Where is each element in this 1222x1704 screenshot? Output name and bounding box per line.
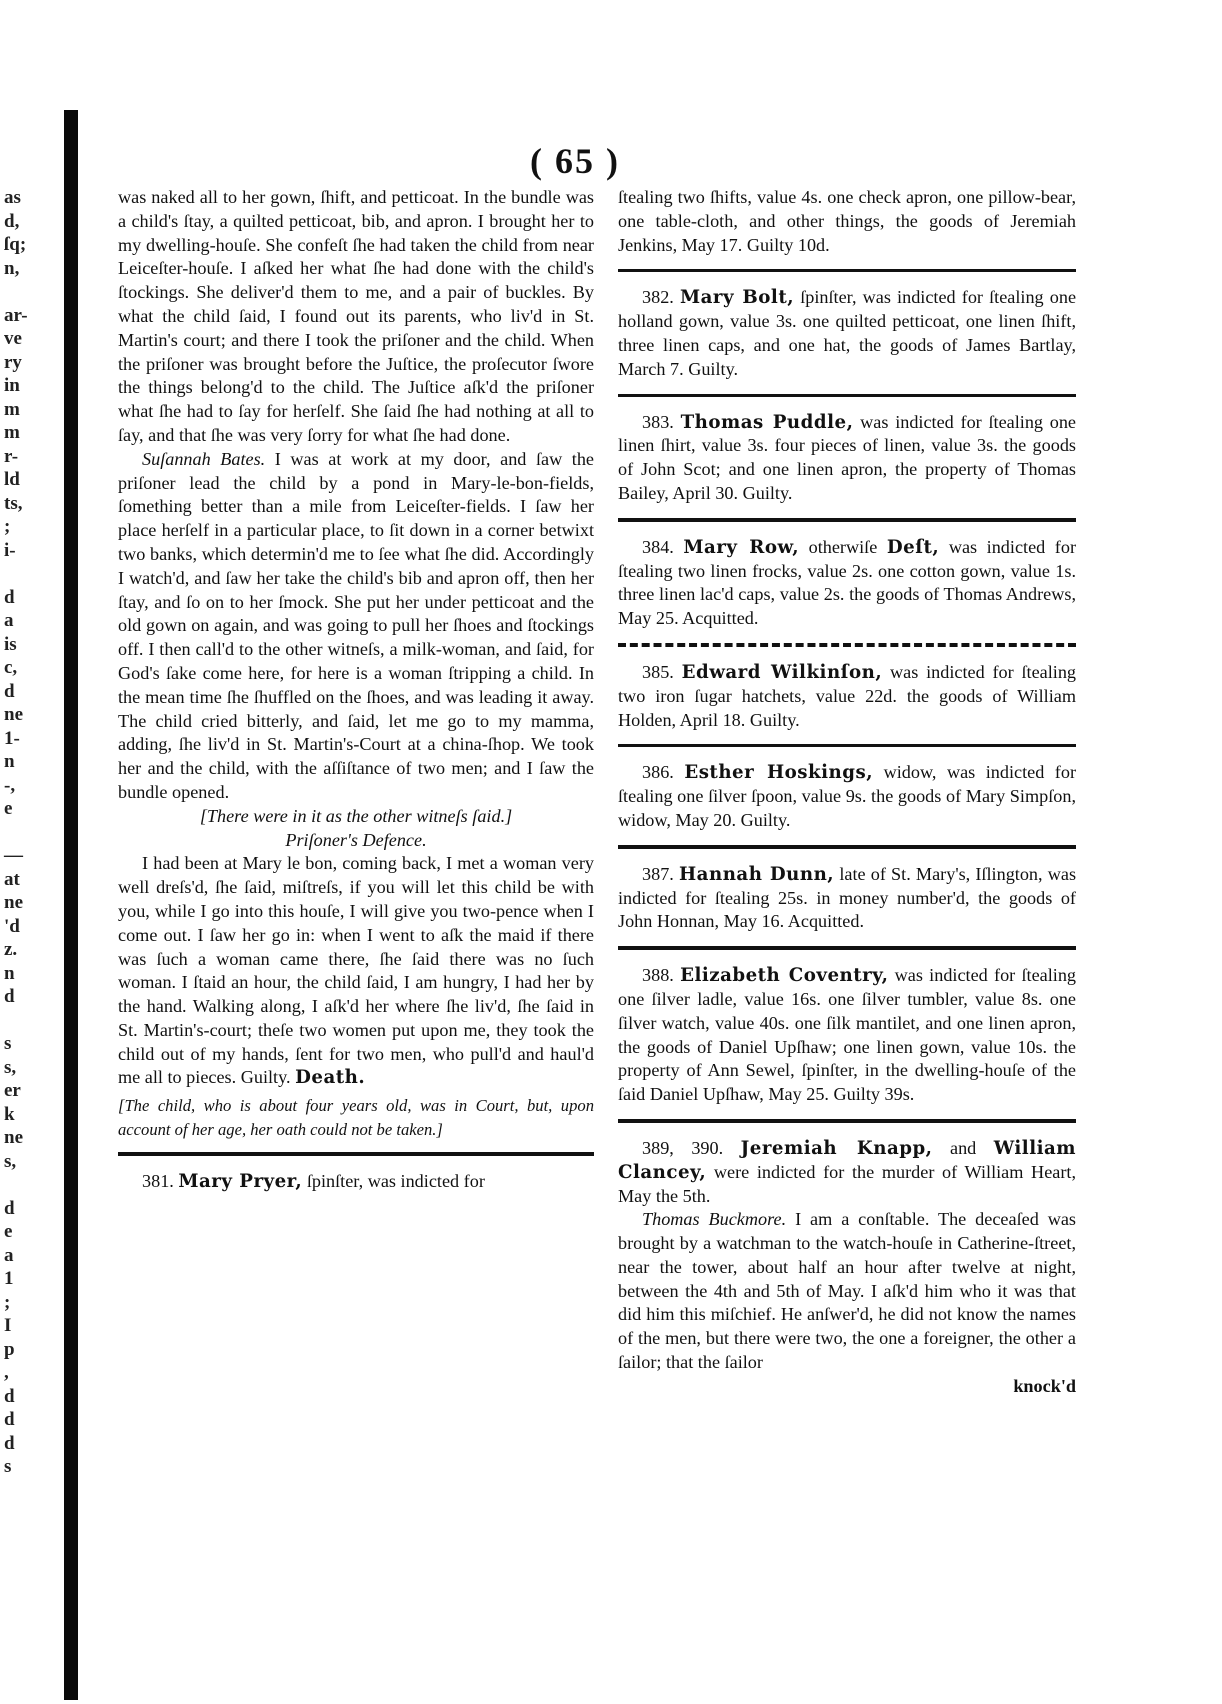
testimony-text: I am a conſtable. The deceaſed was brought by a watchman to the watch-houſe in Catherine-ſtreet, near the tower, about half an hour after twelve at night, between the 4th and 5th of May. I aſk'd him who it was that did him this miſchief. He anſwer'd, he did not know the names of the men, but there were two, the one a foreigner, the other a ſailor; that the ſailor (618, 1209, 1076, 1373)
entry-382 (618, 286, 1076, 381)
defendant-name: Mary Pryer, (178, 1170, 303, 1192)
divider (618, 394, 1076, 397)
gutter-fragment: d (4, 1385, 15, 1407)
witness-name: Suſannah Bates. (142, 448, 266, 469)
gutter-fragment: s, (4, 1056, 17, 1078)
gutter-fragment: 'd (4, 915, 20, 937)
defendant-name: Hannah Dunn, (679, 863, 835, 885)
gutter-fragment: s, (4, 1150, 17, 1172)
entry-387 (618, 863, 1076, 934)
gutter-fragment: d (4, 586, 15, 608)
gutter-fragment: n (4, 962, 15, 984)
gutter-fragment (4, 821, 52, 845)
facing-page-gutter-fragments (4, 186, 52, 1479)
right-column (618, 186, 1076, 1399)
page-number: ( 65 ) (530, 141, 620, 181)
entry-text: ſpinſter, was indicted for ſtealing one holland gown, value 3s. one quilted petticoat, one linen ſhift, three linen caps, and one hat, the goods of James Bartlay, March 7. Guilty. (618, 287, 1077, 379)
defendant-name: Jeremiah Knapp, (740, 1137, 933, 1159)
entry-384 (618, 536, 1076, 631)
divider (618, 518, 1076, 522)
gutter-fragment: d (4, 1197, 15, 1219)
entry-number: 389, 390. (642, 1137, 724, 1158)
entry-text: was indicted for ſtealing two iron ſugar hatchets, value 22d. the goods of William Holden, April 18. Guilty. (618, 661, 1077, 730)
gutter-fragment: a (4, 1244, 14, 1266)
gutter-fragment: I (4, 1315, 12, 1336)
divider (618, 1119, 1076, 1123)
entry-number: 387. (642, 863, 674, 884)
entry-text: widow, was indicted for ſtealing one ſilver ſpoon, value 9s. the goods of Mary Simpſon, widow, May 20. Guilty. (618, 762, 1077, 830)
gutter-fragment (4, 562, 52, 586)
entry-text: were indicted for the murder of William Heart, May the 5th. (618, 1161, 1076, 1206)
gutter-fragment: ne (4, 704, 23, 725)
gutter-fragment: a (4, 610, 14, 631)
divider (618, 643, 1076, 647)
verdict: Death. (295, 1067, 366, 1089)
gutter-fragment: ſq; (4, 234, 27, 255)
entry-text: was indicted for ſtealing two linen frocks, value 2s. one cotton gown, value 1s. three linen lac'd caps, value 2s. the goods of Thomas Andrews, May 25. Acquitted. (618, 536, 1077, 629)
entry-text: was indicted for ſtealing one linen ſhirt, value 3s. four pieces of linen, value 3s. the goods of John Scot; and one linen apron, the property of Thomas Bailey, April 30. Guilty. (618, 411, 1077, 503)
gutter-fragment: m (4, 398, 20, 420)
gutter-fragment: as (4, 187, 21, 208)
left-column (118, 186, 594, 1194)
gutter-fragment: — (4, 845, 23, 866)
gutter-fragment: i- (4, 539, 16, 561)
gutter-fragment: ne (4, 1127, 23, 1148)
defence-body: I had been at Mary le bon, coming back, I met a woman very well dreſs'd, ſhe ſaid, miſtreſs, if you will let this child be with you, while I go into this houſe, I will give you two-pence when I come out. I ſaw her go in: when I went to aſk the maid if there was ſuch a woman came there, ſhe ſaid there was no ſuch woman. I ſtaid an hour, the child ſaid, I am hungry, I had her by the hand. Walking along, I aſk'd her where ſhe liv'd, ſhe ſaid in St. Martin's-court; theſe two women put upon me, they took the child out of my hands, ſent for two men, who pull'd and haul'd me all to pieces. Guilty. (118, 853, 594, 1088)
gutter-fragment: n (4, 751, 15, 772)
entry-385 (618, 661, 1076, 732)
entry-text: was indicted for ſtealing one ſilver ladle, value 16s. one ſilver tumbler, value 8s. one ſilver watch, value 40s. one ſilk mantilet, and one linen apron, the goods of Daniel Upſhaw; one linen gown, value 10s. the property of Ann Sewel, ſpinſter, in the dwelling-houſe of the ſaid Daniel Upſhaw, May 25. Guilty 39s. (618, 965, 1077, 1105)
gutter-fragment: -, (4, 774, 16, 796)
gutter-fragment: r- (4, 445, 19, 467)
gutter-fragment: in (4, 375, 20, 396)
entry-386 (618, 761, 1076, 832)
paragraph-continuation: was naked all to her gown, ſhift, and petticoat. In the bundle was a child's ſtay, a quilted petticoat, bib, and apron. I brought her to my dwelling-houſe. She confeſt ſhe had taken the child from near Leiceſter-houſe. I aſked her what ſhe had done with the child's ſtockings. She deliver'd them to me, and a pair of buckles. By what the child ſaid, I found out its parents, who liv'd in St. Martin's court; and there I took the priſoner and the child. When the priſoner was brought before the Juſtice, the proſecutor ſwore the things belong'd to the child. The Juſtice aſk'd the priſoner what ſhe had to ſay for herſelf. She ſaid ſhe had nothing at all to ſay, and that ſhe was very ſorry for what ſhe had done. (118, 187, 594, 445)
gutter-fragment (4, 1173, 52, 1197)
entry-number: 384. (642, 536, 674, 557)
gutter-fragment: ld (4, 469, 20, 490)
defendant-name: Thomas Puddle, (680, 411, 854, 433)
entry-number: 388. (642, 965, 674, 986)
divider (618, 269, 1076, 272)
defendant-name-second: William Clancey, (618, 1137, 1077, 1183)
and-connector: and (932, 1137, 994, 1158)
gutter-fragment: d (4, 986, 15, 1007)
gutter-fragment: d (4, 1432, 15, 1454)
gutter-fragment: , (4, 1362, 9, 1383)
gutter-fragment: 1 (4, 1268, 14, 1289)
entry-number: 385. (642, 661, 674, 682)
gutter-fragment: m (4, 422, 20, 443)
alias-connector: otherwiſe (799, 536, 887, 557)
gutter-fragment: ar- (4, 304, 28, 326)
bracket-note: [There were in it as the other witneſs ſaid.] (199, 805, 513, 826)
entry-381 (118, 1170, 594, 1194)
divider (618, 845, 1076, 849)
gutter-fragment: d (4, 680, 15, 702)
witness-name: Thomas Buckmore. (642, 1209, 787, 1230)
defence-heading: Priſoner's Defence. (285, 829, 427, 850)
court-note: [The child, who is about four years old, was in Court, but, upon account of her age, her oath could not be taken.] (118, 1096, 594, 1140)
gutter-fragment: z. (4, 939, 18, 960)
gutter-fragment: d, (4, 210, 20, 232)
entry-number: 382. (642, 287, 674, 308)
gutter-fragment: ne (4, 892, 23, 913)
defendant-name: Mary Bolt, (679, 287, 795, 309)
gutter-fragment: ; (4, 1291, 11, 1313)
testimony-text: I was at work at my door, and ſaw the priſoner lead the child by a pond in Mary-le-bon-fields, ſomething better than a mile from Leiceſter-fields. I ſaw her place herſelf in a particular place, to ſit down in a corner betwixt two banks, which determin'd me to ſee what ſhe did. Accordingly I watch'd, and ſaw her take the child's bib and apron off, then her ſtay, and ſo on to her ſmock. She put her under petticoat and the old gown on again, and was going to pull her ſhoes and ſtockings off. I then call'd to the other witneſs, a milk-woman, and ſaid, for God's ſake come here, for here is a woman ſtripping a child. In the mean time ſhe ſhuffled on the ſhoes, and was leading it away. The child cried bitterly, and ſaid, let me go to my mamma, adding, ſhe liv'd in St. Martin's-Court at a china-ſhop. We took her and the child, with the aſſiſtance of two men; and I ſaw the bundle opened. (118, 448, 594, 802)
gutter-fragment: s (4, 1033, 12, 1054)
entry-number: 381. (142, 1170, 174, 1191)
entry-389-390 (618, 1137, 1076, 1208)
gutter-fragment: 1- (4, 727, 20, 749)
witness-testimony (118, 448, 594, 805)
entry-388 (618, 964, 1076, 1107)
gutter-fragment: ; (4, 516, 11, 537)
gutter-fragment: er (4, 1080, 21, 1101)
defendant-name: Edward Wilkinſon, (681, 661, 883, 683)
gutter-fragment: ry (4, 351, 22, 373)
gutter-fragment (4, 280, 52, 304)
divider (618, 946, 1076, 950)
gutter-fragment: p (4, 1338, 15, 1360)
gutter-fragment: k (4, 1103, 15, 1125)
defendant-name: Mary Row, (683, 536, 800, 558)
gutter-fragment: d (4, 1409, 15, 1430)
gutter-fragment: n, (4, 257, 20, 279)
defendant-name: Esther Hoskings, (684, 762, 874, 784)
binding-shadow (64, 110, 78, 1700)
entry-383 (618, 411, 1076, 506)
catchword: knock'd (1013, 1375, 1076, 1396)
divider (118, 1152, 594, 1156)
gutter-fragment: ve (4, 328, 22, 349)
gutter-fragment: c, (4, 657, 18, 678)
gutter-fragment: at (4, 868, 20, 890)
gutter-fragment: e (4, 1221, 13, 1242)
paragraph-continuation: ſtealing two ſhifts, value 4s. one check apron, one pillow-bear, one table-cloth, and other things, the goods of Jeremiah Jenkins, May 17. Guilty 10d. (618, 187, 1076, 255)
defendant-name: Elizabeth Coventry, (680, 965, 889, 987)
gutter-fragment: e (4, 798, 13, 819)
entry-number: 386. (642, 762, 674, 783)
gutter-fragment (4, 1009, 52, 1033)
gutter-fragment: is (4, 633, 17, 655)
entry-text: ſpinſter, was indicted for (302, 1170, 485, 1191)
entry-text: late of St. Mary's, Iſlington, was indicted for ſtealing 25s. in money number'd, the goods of John Honnan, May 16. Acquitted. (618, 863, 1077, 932)
defence-text (118, 852, 594, 1090)
witness-testimony (618, 1208, 1076, 1375)
entry-number: 383. (642, 411, 674, 432)
defendant-alias: Deſt, (886, 536, 940, 558)
gutter-fragment: s (4, 1456, 12, 1477)
gutter-fragment: ts, (4, 492, 23, 514)
divider (618, 744, 1076, 747)
